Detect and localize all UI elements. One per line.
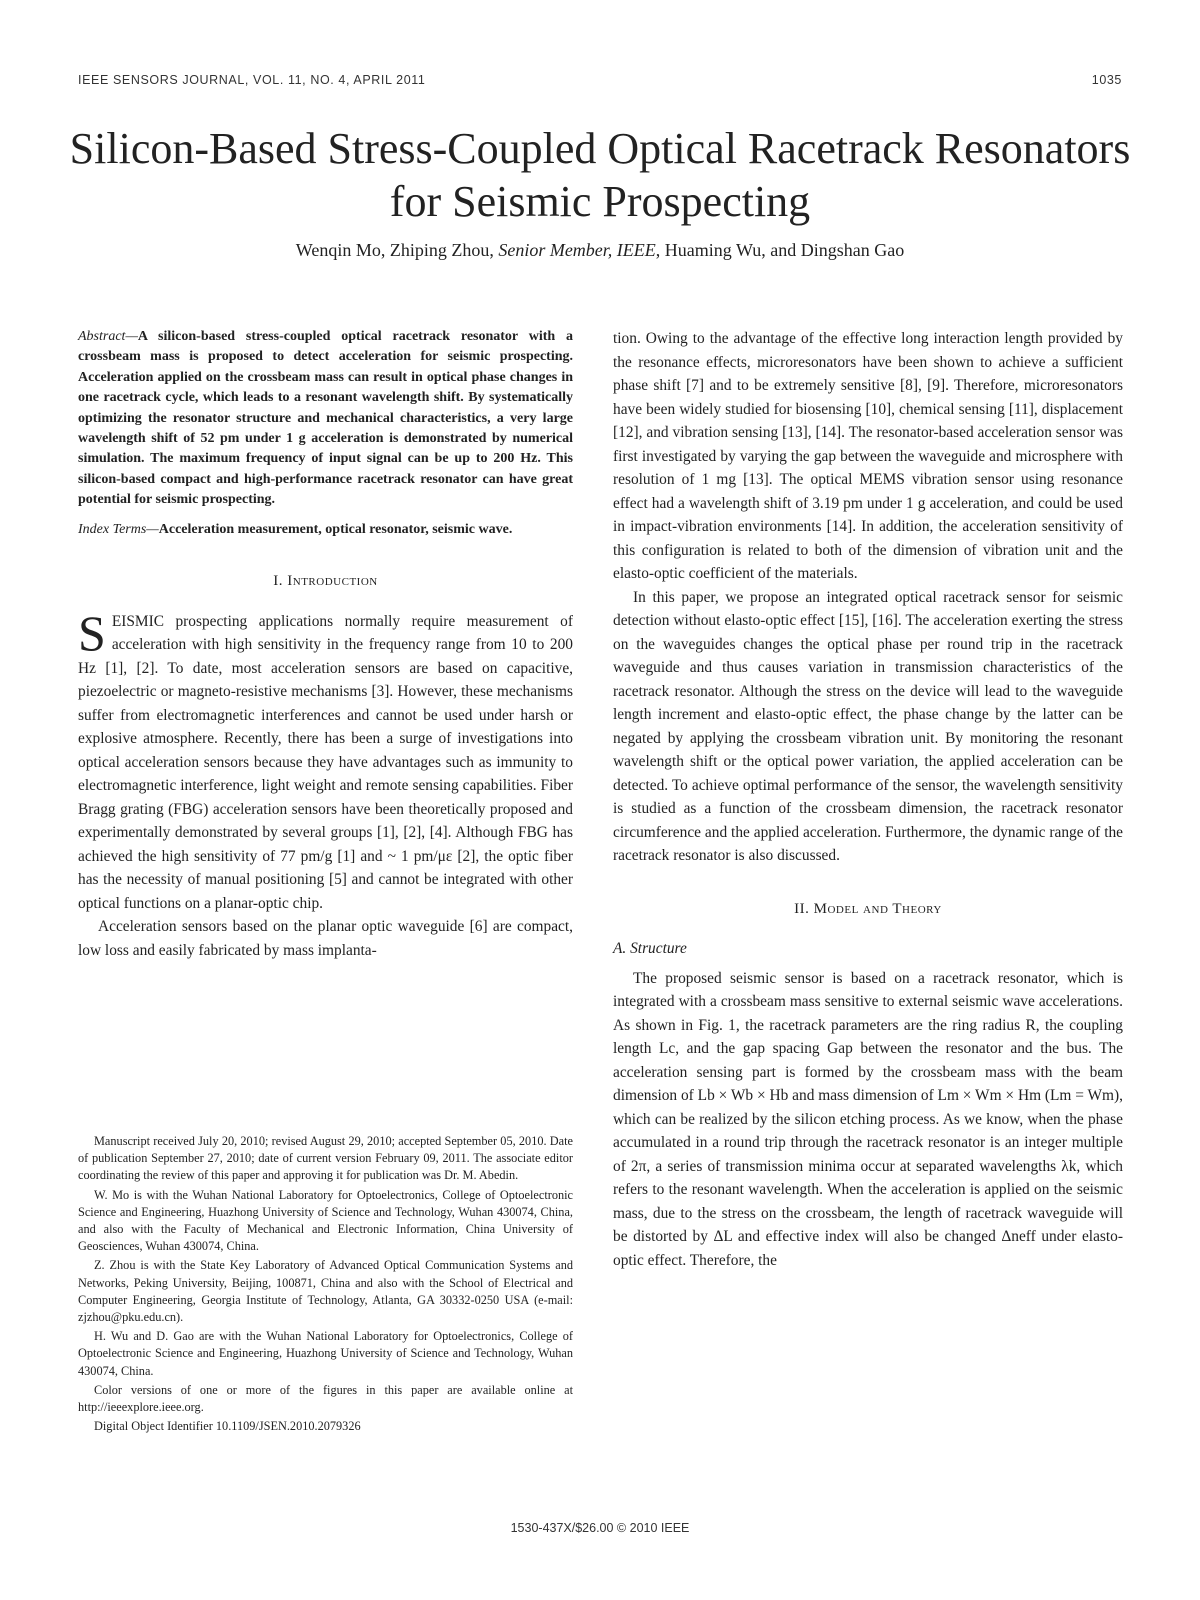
authors-after: , Huaming Wu, and Dingshan Gao bbox=[655, 240, 905, 260]
right-column bbox=[613, 327, 1123, 1272]
author-role: Senior Member, IEEE bbox=[498, 240, 656, 260]
subsection-heading-structure: A. Structure bbox=[613, 940, 687, 957]
abstract-text: A silicon-based stress-coupled optical racetrack resonator with a crossbeam mass is proposed to detect acceleration for seismic prospecting. Acceleration applied on the crossbeam mass can result in optical phase changes in one racetrack cycle, which leads to a resonant wavelength shift. By systematically optimizing the resonator structure and mechanical characteristics, a very large wavelength shift of 52 pm under 1 g acceleration is demonstrated by numerical simulation. The maximum frequency of input signal can be up to 200 Hz. This silicon-based compact and high-performance racetrack resonator can have great potential for seismic prospecting. bbox=[78, 329, 573, 508]
journal-info: IEEE SENSORS JOURNAL, VOL. 11, NO. 4, APRIL 2011 bbox=[78, 73, 426, 87]
footnote-affiliation-zhou: Z. Zhou is with the State Key Laboratory of Advanced Optical Communication Systems and Networks, Peking University, Beijing, 100871, China and also with the School of Electrical and Computer Engineering, Georgia Institute of Technology, Atlanta, GA 30332-0250 USA (e-mail: zjzhou@pku.edu.cn). bbox=[78, 1258, 573, 1325]
intro-paragraph-1 bbox=[78, 604, 573, 916]
footnotes bbox=[78, 1133, 573, 1437]
intro-paragraph-1-text: EISMIC prospecting applications normally require measurement of acceleration with high sensitivity in the frequency range from 10 to 200 Hz [1], [2]. To date, most acceleration sensors are based on capacitive, piezoelectric or magneto-resistive mechanisms [3]. However, these mechanisms suffer from electromagnetic interferences and cannot be used under harsh or explosive atmosphere. Recently, there has been a surge of investigations into optical acceleration sensors because they have advantages such as immunity to electromagnetic interference, light weight and remote sensing capabilities. Fiber Bragg grating (FBG) acceleration sensors have been theoretically proposed and experimentally demonstrated by several groups [1], [2], [4]. Although FBG has achieved the high sensitivity of 77 pm/g [1] and ~ 1 pm/με [2], the optic fiber has the necessity of manual positioning [5] and cannot be integrated with other optical functions on a planar-optic chip. bbox=[78, 612, 573, 912]
paper-title: Silicon-Based Stress-Coupled Optical Racetrack Resonators for Seismic Prospecting bbox=[69, 124, 1131, 226]
abstract-lead: Abstract— bbox=[78, 329, 138, 344]
index-terms-lead: Index Terms— bbox=[78, 521, 159, 537]
authors-before: Wenqin Mo, Zhiping Zhou, bbox=[295, 240, 499, 260]
page-number: 1035 bbox=[1091, 73, 1122, 87]
footnote-doi: Digital Object Identifier 10.1109/JSEN.2010.2079326 bbox=[94, 1419, 361, 1434]
intro-paragraph-3: In this paper, we propose an integrated optical racetrack sensor for seismic detection without elasto-optic effect [15], [16]. The acceleration exerting the stress on the waveguides changes the optical phase per round trip in the racetrack waveguide and thus causes variation in transmission characteristics of the racetrack resonator. Although the stress on the device will lead to the waveguide length increment and elasto-optic effect, the phase change by the latter can be negated by applying the crossbeam vibration unit. By monitoring the resonant wavelength shift or the optical power variation, the applied acceleration can be detected. To achieve optimal performance of the sensor, the wavelength sensitivity is studied as a function of the crossbeam dimension, the racetrack resonator circumference and the applied acceleration. Furthermore, the dynamic range of the racetrack resonator is also discussed. bbox=[613, 588, 1123, 864]
footnote-color-versions: Color versions of one or more of the figures in this paper are available online at http://ieeexplore.ieee.org. bbox=[78, 1382, 573, 1415]
intro-paragraph-2-start: Acceleration sensors based on the planar optic waveguide [6] are compact, low loss and easily fabricated by mass implanta- bbox=[78, 918, 573, 959]
author-list bbox=[60, 240, 1140, 261]
footnote-affiliation-mo: W. Mo is with the Wuhan National Laboratory for Optoelectronics, College of Optoelectronic Science and Engineering, Huazhong University of Science and Technology, Wuhan 430074, China, and also with the Faculty of Mechanical and Electronic Information, China University of Geosciences, Wuhan 430074, China. bbox=[78, 1187, 573, 1254]
left-column bbox=[78, 327, 573, 962]
running-header bbox=[78, 73, 1122, 87]
abstract bbox=[78, 327, 573, 511]
footnote-manuscript: Manuscript received July 20, 2010; revised August 29, 2010; accepted September 05, 2010. Date of publication September 27, 2010; date of current version February 09, 2011. The associate editor coordinating the review of this paper and approving it for publication was Dr. M. Abedin. bbox=[78, 1134, 573, 1183]
intro-paragraph-2-continued: tion. Owing to the advantage of the effective long interaction length provided by the resonance effects, microresonators have been shown to achieve a sufficient phase shift [7] and to be extremely sensitive [8], [9]. Therefore, microresonators have been widely studied for biosensing [10], chemical sensing [11], displacement [12], and vibration sensing [13], [14]. The resonator-based acceleration sensor was first investigated by varying the gap between the waveguide and microsphere with resolution of 1 mg [13]. The optical MEMS vibration sensor using resonance effect had a wavelength shift of 3.19 pm under 1 g acceleration, and could be used in impact-vibration environments [14]. In addition, the acceleration sensitivity of this configuration is related to both of the dimension of vibration unit and the elasto-optic coefficient of the materials. bbox=[613, 330, 1123, 582]
copyright-line: 1530-437X/$26.00 © 2010 IEEE bbox=[510, 1521, 690, 1535]
footnote-affiliation-wu-gao: H. Wu and D. Gao are with the Wuhan National Laboratory for Optoelectronics, College of Optoelectronic Science and Engineering, Huazhong University of Science and Technology, Wuhan 430074, China. bbox=[78, 1329, 573, 1378]
index-terms-text: Acceleration measurement, optical resonator, seismic wave. bbox=[158, 521, 513, 537]
index-terms bbox=[78, 520, 573, 540]
section-heading-introduction: I. Introduction bbox=[273, 573, 378, 590]
structure-paragraph-1: The proposed seismic sensor is based on a racetrack resonator, which is integrated with a crossbeam mass sensitive to external seismic wave accelerations. As shown in Fig. 1, the racetrack parameters are the ring radius R, the coupling length Lc, and the gap spacing Gap between the resonator and the bus. The acceleration sensing part is formed by the crossbeam mass with the beam dimension of Lb × Wb × Hb and mass dimension of Lm × Wm × Hm (Lm = Wm), which can be realized by the silicon etching process. As we know, when the phase accumulated in a round trip through the racetrack resonator is an integer multiple of 2π, a series of transmission minima occur at separated wavelengths λk, which refers to the resonant wavelength. When the acceleration is applied on the seismic mass, due to the stress on the crossbeam, the length of racetrack waveguide will be distorted by ΔL and effective index will also be changed Δneff under elasto-optic effect. Therefore, the bbox=[613, 969, 1123, 1269]
drop-cap: S bbox=[78, 604, 106, 661]
section-heading-model-theory: II. Model and Theory bbox=[794, 900, 942, 917]
